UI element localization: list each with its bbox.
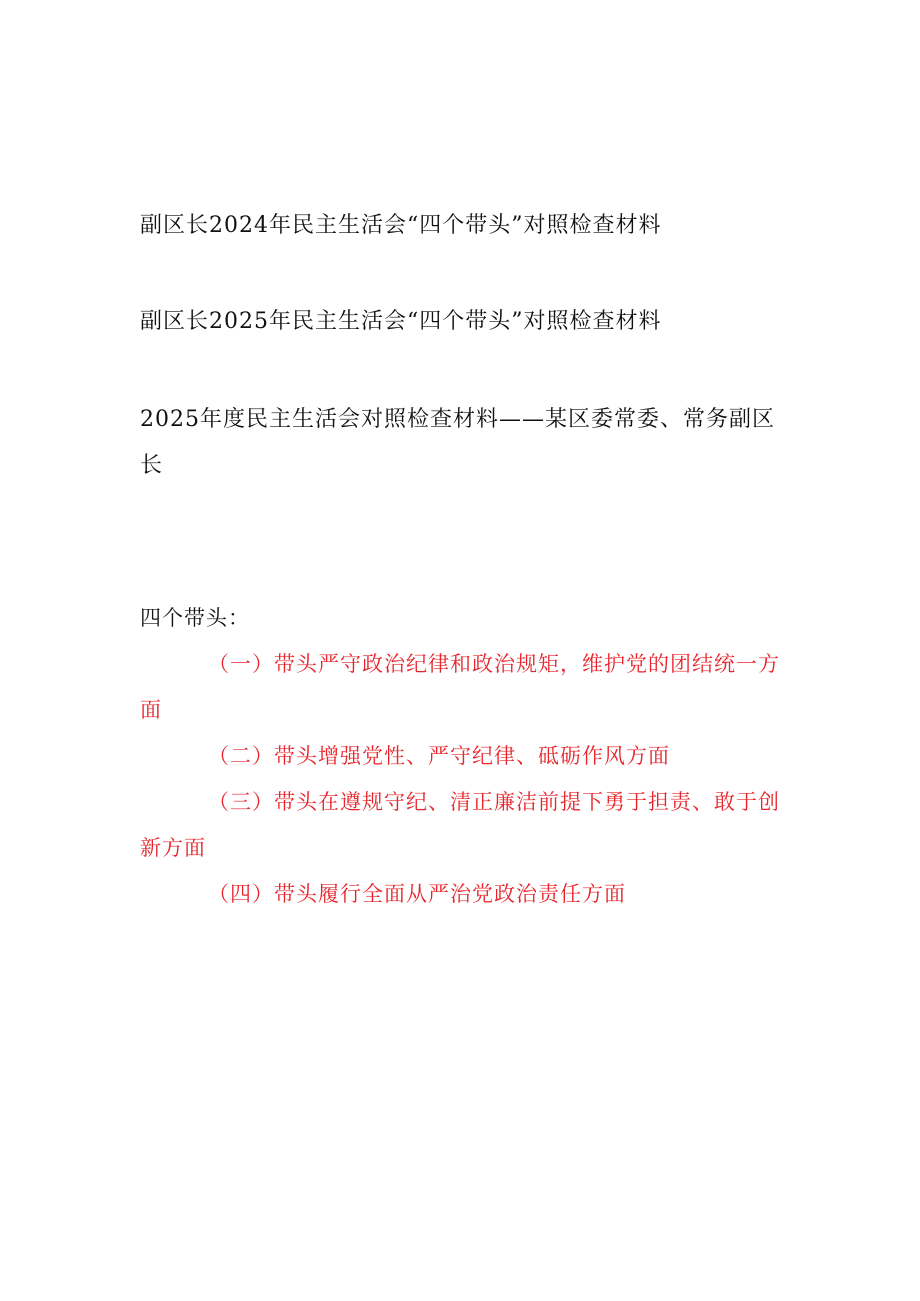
list-item: （一）带头严守政治纪律和政治规矩，维护党的团结统一方面	[140, 652, 780, 722]
section-label: 四个带头：	[140, 606, 250, 630]
four-lead-points-list	[140, 641, 785, 917]
list-item: （三）带头在遵规守纪、清正廉洁前提下勇于担责、敢于创新方面	[140, 790, 780, 860]
document-title-2: 副区长2025年民主生活会“四个带头”对照检查材料	[140, 309, 662, 334]
list-item: （四）带头履行全面从严治党政治责任方面	[208, 882, 626, 906]
document-title-1: 副区长2024年民主生活会“四个带头”对照检查材料	[140, 213, 662, 238]
list-item: （二）带头增强党性、严守纪律、砥砺作风方面	[208, 744, 670, 768]
document-title-3: 2025年度民主生活会对照检查材料——某区委常委、常务副区长	[140, 407, 775, 478]
